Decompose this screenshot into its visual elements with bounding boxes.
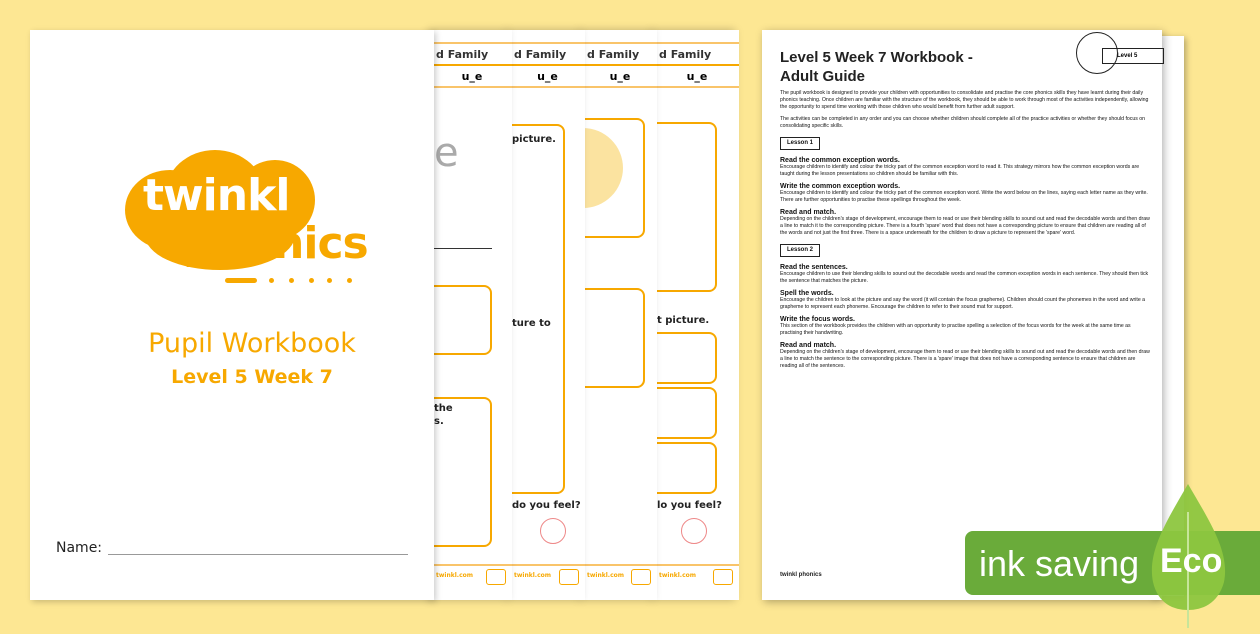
adult-guide-page — [762, 30, 1162, 600]
sad-face-icon — [681, 518, 707, 544]
instruction-text: picture. — [512, 134, 556, 145]
cover-title: Pupil Workbook — [148, 328, 356, 359]
page-footer: twinkl.com — [583, 564, 657, 588]
grapheme: u_e — [510, 66, 585, 88]
instruction-text: s. — [434, 416, 444, 427]
workbook-page-1 — [432, 30, 512, 600]
page-header: d Family — [510, 42, 585, 66]
characters-illustration — [1076, 32, 1118, 74]
feel-question: do you feel? — [512, 500, 581, 511]
twinkl-logo-icon — [713, 569, 733, 585]
lesson-2-label: Lesson 2 — [780, 244, 820, 257]
name-field-line — [108, 554, 408, 555]
activity-box — [510, 124, 565, 494]
twinkl-phonics-logo — [125, 150, 368, 330]
letter-trace: e — [434, 130, 459, 176]
instruction-text: t picture. — [657, 315, 710, 326]
page-footer: twinkl.com — [655, 564, 739, 588]
guide-body: The pupil workbook is designed to provide your children with opportunities to consolidate and practise the core phonics skills they have learnt during their daily phonics teaching. Once children are familiar with the structure of the workbook, they should be able to work through most of the activities independently, allowing the opportunity to spend time working with those children who would benefit from further adult support. The activities can be completed in any order and you can choose whether children should complete all of the practice activities or whether they should focus on consolidating specific skills. Lesson 1 Read the common exception words. Encourage children to identify and colour the tricky part of the common exception word to read it. This strategy mirrors how the common exception words are taught during the lesson presentations so children should be familiar with this. Write the common exception words. Encourage children to identify and colour the tricky part of the common exception word. Write the word below on the lines, saying each letter name as they write. There are further opportunities to practise these spellings throughout the week. Read and match. Depending on the children's stage of development, encourage them to read or use their blending skills to sound out and read the decodable words and then draw a line to match it to the corresponding picture. There is a fourth 'spare' word that does not have a corresponding picture to ensure that children are reading all of the words and not just the first three. There is a space underneath for the children to draw a picture to represent the 'spare' word. Lesson 2 Read the sentences. Encourage children to use their blending skills to sound out the decodable words and read the common exception words in each sentence. They should then tick the sentence that matches the picture. Spell the words. Encourage the children to look at the picture and say the word (it will contain the focus grapheme). Children should count the phonemes in the word and write a grapheme to represent each phoneme. Encourage the children to refer to their sound mat for support. Write the focus words. This section of the workbook provides the children with an opportunity to practise spelling a selection of the focus words for the week at the same time as practising their handwriting. Read and match. Depending on the children's stage of development, encourage them to read or use their blending skills to sound out and read the decodable words and then draw a line to match the sentence to the corresponding picture. There is a 'spare' image that does not have a corresponding sentence to ensure that children are reading all of the sentences. — [780, 90, 1150, 369]
picture-box — [655, 442, 717, 494]
leaf-icon — [1150, 482, 1230, 634]
sad-face-icon — [540, 518, 566, 544]
ink-saving-label: ink saving — [979, 543, 1140, 584]
grapheme: u_e — [583, 66, 657, 88]
logo-text-twinkl: twinkl — [143, 170, 290, 221]
workbook-page-2 — [510, 30, 585, 600]
name-label: Name: — [56, 540, 103, 556]
instruction-text: ture to — [512, 318, 551, 329]
workbook-page-4 — [655, 30, 739, 600]
cover-subtitle: Level 5 Week 7 — [171, 366, 333, 388]
writing-box — [655, 122, 717, 292]
page-header: d Family — [655, 42, 739, 66]
instruction-text: the — [434, 403, 453, 414]
page-header: d Family — [432, 42, 512, 66]
feel-question: lo you feel? — [657, 500, 722, 511]
twinkl-logo-icon — [486, 569, 506, 585]
eco-label: Eco — [1160, 542, 1223, 580]
picture-box — [655, 387, 717, 439]
picture-box — [432, 285, 492, 355]
guide-footer-logo: twinkl phonics — [780, 572, 822, 578]
workbook-page-3 — [583, 30, 657, 600]
write-line — [432, 248, 492, 249]
page-footer: twinkl.com — [432, 564, 512, 588]
page-header: d Family — [583, 42, 657, 66]
logo-text-phonics: phonics — [183, 218, 368, 269]
grapheme: u_e — [655, 66, 739, 88]
twinkl-logo-icon — [559, 569, 579, 585]
page-footer: twinkl.com — [510, 564, 585, 588]
twinkl-logo-icon — [631, 569, 651, 585]
picture-box — [655, 332, 717, 384]
guide-title: Level 5 Week 7 Workbook - Adult Guide — [780, 49, 973, 85]
level-badge: Level 5 — [1102, 48, 1164, 64]
picture-box — [583, 288, 645, 388]
lesson-1-label: Lesson 1 — [780, 137, 820, 150]
grapheme: u_e — [432, 66, 512, 88]
workbook-cover — [30, 30, 434, 600]
logo-dots — [225, 278, 365, 284]
